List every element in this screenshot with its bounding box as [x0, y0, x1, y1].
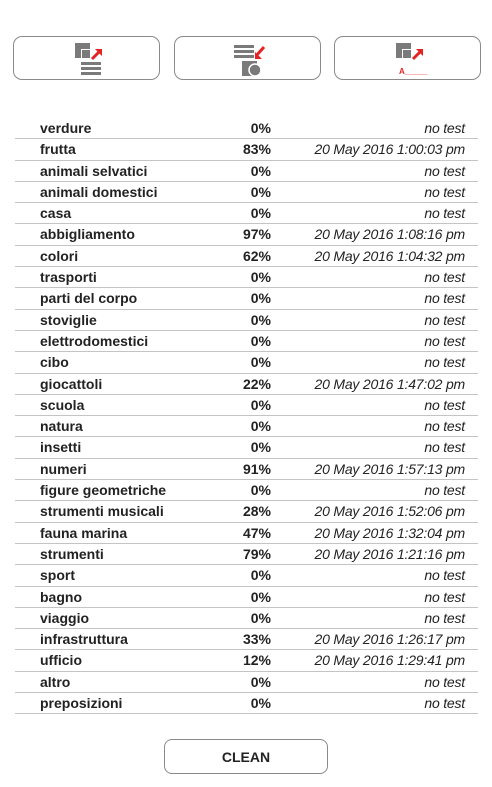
table-row[interactable] [15, 587, 478, 608]
category-status: no test [424, 332, 465, 349]
category-status: no test [424, 354, 465, 371]
table-row[interactable] [15, 650, 478, 671]
category-status: 20 May 2016 1:21:16 pm [314, 545, 465, 562]
category-status: no test [424, 183, 465, 200]
category-name: scuola [40, 396, 85, 413]
category-percent: 0% [250, 183, 271, 200]
category-status: no test [424, 439, 465, 456]
category-name: colori [40, 247, 79, 264]
table-row[interactable] [15, 310, 478, 331]
table-row[interactable] [15, 629, 478, 650]
category-name: giocattoli [40, 375, 103, 392]
category-percent: 0% [250, 120, 271, 136]
table-row[interactable] [15, 608, 478, 629]
toolbar [13, 36, 483, 82]
category-status: no test [424, 396, 465, 413]
category-status: no test [424, 205, 465, 222]
table-row[interactable] [15, 565, 478, 586]
category-status: no test [424, 695, 465, 712]
category-status: 20 May 2016 1:00:03 pm [314, 141, 465, 158]
clean-button-label: CLEAN [221, 748, 271, 765]
category-name: casa [40, 205, 72, 222]
category-status: no test [424, 311, 465, 328]
category-status: 20 May 2016 1:26:17 pm [314, 631, 465, 648]
table-row[interactable] [15, 118, 478, 139]
category-name: parti del corpo [40, 290, 138, 307]
table-row[interactable] [15, 246, 478, 267]
category-name: ufficio [40, 652, 82, 669]
category-name: natura [40, 418, 83, 435]
category-percent: 83% [242, 141, 271, 158]
table-row[interactable] [15, 331, 478, 352]
category-status: no test [424, 120, 465, 136]
category-status: 20 May 2016 1:52:06 pm [314, 503, 465, 520]
category-name: sport [40, 567, 75, 584]
category-name: cibo [40, 354, 69, 371]
table-row[interactable] [15, 395, 478, 416]
category-name: animali selvatici [40, 162, 148, 179]
category-percent: 12% [242, 652, 271, 669]
category-percent: 28% [242, 503, 271, 520]
category-name: frutta [40, 141, 76, 158]
table-row[interactable] [15, 352, 478, 373]
clean-button[interactable] [164, 739, 328, 774]
import-list-icon [229, 39, 269, 79]
table-row[interactable] [15, 267, 478, 288]
category-name: altro [40, 673, 71, 690]
table-row[interactable] [15, 182, 478, 203]
category-status: 20 May 2016 1:08:16 pm [314, 226, 465, 243]
table-row[interactable] [15, 437, 478, 458]
category-percent: 0% [250, 482, 271, 499]
import-button[interactable] [174, 36, 321, 80]
rename-label-icon [388, 39, 432, 79]
category-percent: 0% [250, 588, 271, 605]
table-row[interactable] [15, 672, 478, 693]
category-percent: 0% [250, 290, 271, 307]
table-row[interactable] [15, 693, 478, 714]
category-name: stoviglie [40, 311, 97, 328]
category-status: no test [424, 567, 465, 584]
table-row[interactable] [15, 224, 478, 245]
category-percent: 0% [250, 205, 271, 222]
category-percent: 91% [242, 460, 271, 477]
category-status: no test [424, 290, 465, 307]
table-row[interactable] [15, 501, 478, 522]
category-percent: 97% [242, 226, 271, 243]
category-status: no test [424, 418, 465, 435]
table-row[interactable] [15, 288, 478, 309]
category-status: 20 May 2016 1:32:04 pm [314, 524, 465, 541]
category-percent: 0% [250, 673, 271, 690]
table-row[interactable] [15, 374, 478, 395]
category-percent: 0% [250, 418, 271, 435]
category-name: viaggio [40, 609, 90, 626]
export-button[interactable] [13, 36, 160, 80]
category-status: 20 May 2016 1:04:32 pm [314, 247, 465, 264]
category-name: bagno [40, 588, 82, 605]
category-status: no test [424, 162, 465, 179]
category-status: no test [424, 588, 465, 605]
category-status: 20 May 2016 1:57:13 pm [314, 460, 465, 477]
export-list-icon [68, 39, 108, 79]
category-name: animali domestici [40, 183, 158, 200]
category-percent: 0% [250, 311, 271, 328]
table-row[interactable] [15, 480, 478, 501]
table-row[interactable] [15, 459, 478, 480]
category-name: verdure [40, 120, 92, 136]
category-name: elettrodomestici [40, 332, 149, 349]
category-table [15, 118, 478, 714]
table-row[interactable] [15, 161, 478, 182]
category-name: numeri [40, 460, 87, 477]
category-status: no test [424, 269, 465, 286]
category-name: abbigliamento [40, 226, 135, 243]
category-name: trasporti [40, 269, 97, 286]
category-status: no test [424, 482, 465, 499]
category-name: infrastruttura [40, 631, 128, 648]
category-percent: 0% [250, 695, 271, 712]
category-percent: 22% [242, 375, 271, 392]
category-status: 20 May 2016 1:29:41 pm [314, 652, 465, 669]
category-percent: 47% [242, 524, 271, 541]
category-name: fauna marina [40, 524, 128, 541]
category-status: no test [424, 609, 465, 626]
category-percent: 0% [250, 396, 271, 413]
category-name: preposizioni [40, 695, 123, 712]
category-percent: 62% [242, 247, 271, 264]
category-name: strumenti musicali [40, 503, 164, 520]
category-status: no test [424, 673, 465, 690]
category-status: 20 May 2016 1:47:02 pm [314, 375, 465, 392]
category-name: figure geometriche [40, 482, 167, 499]
table-row[interactable] [15, 544, 478, 565]
category-percent: 0% [250, 567, 271, 584]
table-row[interactable] [15, 203, 478, 224]
category-percent: 33% [242, 631, 271, 648]
category-percent: 0% [250, 162, 271, 179]
category-name: strumenti [40, 545, 104, 562]
table-row[interactable] [15, 416, 478, 437]
category-percent: 0% [250, 354, 271, 371]
label-caption: A_____ [399, 67, 428, 76]
category-name: insetti [40, 439, 82, 456]
rename-button[interactable] [334, 36, 481, 80]
table-row[interactable] [15, 139, 478, 160]
category-percent: 0% [250, 439, 271, 456]
category-percent: 0% [250, 332, 271, 349]
table-row[interactable] [15, 523, 478, 544]
category-percent: 0% [250, 609, 271, 626]
category-percent: 0% [250, 269, 271, 286]
category-percent: 79% [242, 545, 271, 562]
